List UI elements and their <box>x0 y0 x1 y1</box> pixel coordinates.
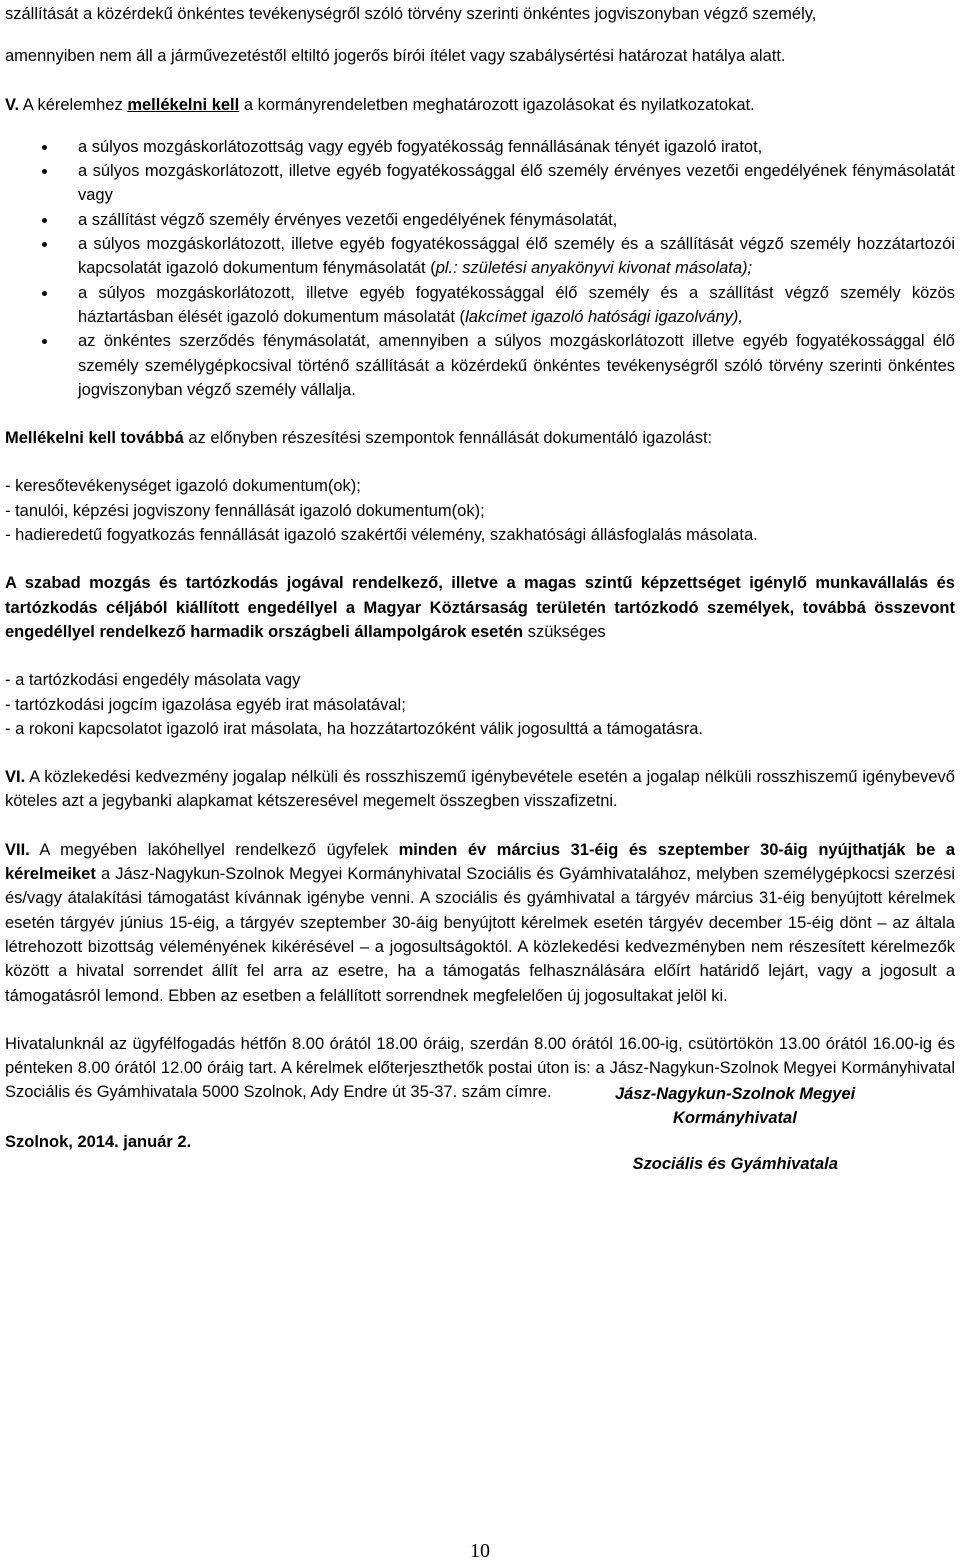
list-item: a súlyos mozgáskorlátozottság vagy egyéb fogyatékosság fennállásának tényét igazoló iratot, <box>5 135 955 159</box>
page-number: 10 <box>470 1540 490 1562</box>
bullet-icon <box>42 291 47 296</box>
bullet-icon <box>42 218 47 223</box>
list-item: - keresőtevékenységet igazoló dokumentum(ok); <box>5 477 361 496</box>
intro-line-2: amennyiben nem áll a járművezetéstől eltiltó jogerős bírói ítélet vagy szabálysértési határozat hatálya alatt. <box>5 47 786 66</box>
list-item: az önkéntes szerződés fénymásolatát, amennyiben a súlyos mozgáskorlátozott illetve egyéb fogyatékossággal élő személy személygépkocsival történő szállítását a közérdekű önkéntes tevékenységről szóló törvény szerinti önkéntes jogviszonyban végző személy vállalja. <box>5 329 955 402</box>
residence-list <box>5 668 955 741</box>
deadline-emphasis: minden év március 31-éig és szeptember 30-áig nyújthatják be a kérelmeiket <box>5 840 955 884</box>
preference-intro: Mellékelni kell továbbá az előnyben részesítési szempontok fennállását dokumentáló igazolást: <box>5 429 713 448</box>
office-hours-paragraph: Hivatalunknál az ügyfélfogadás hétfőn 8.00 órától 18.00 óráig, szerdán 8.00 órától 16.00-ig, csütörtökön 13.00 órától 16.00-ig és pénteken 8.00 órától 12.00 óráig tart. A kérelmek előterjeszthetők postai úton is: a Jász-Nagykun-Szolnok Megyei Kormányhivatal Szociális és Gyámhivatala 5000 Szolnok, Ady Endre út 35-37. szám címre. <box>5 1034 955 1102</box>
list-item: a szállítást végző személy érvényes vezetői engedélyének fénymásolatát, <box>5 208 955 232</box>
bullet-icon <box>42 339 47 344</box>
section-vi: VI. A közlekedési kedvezmény jogalap nélküli és rosszhiszemű igénybevétele esetén a jogalap nélküli rosszhiszemű igénybevevő köteles azt a jegybanki alapkamat kétszeresével megemelt összegben visszafizetni. <box>5 768 955 811</box>
list-item: a súlyos mozgáskorlátozott, illetve egyéb fogyatékossággal élő személy és a szállítását végző személy hozzátartozói kapcsolatát igazoló dokumentum fénymásolatát (pl.: születési anyakönyvi kivonat másolata); <box>5 232 955 281</box>
list-item: - tartózkodási jogcím igazolása egyéb irat másolatával; <box>5 695 406 714</box>
free-movement-paragraph: A szabad mozgás és tartózkodás jogával rendelkező, illetve a magas szintű képzettséget igénylő munkavállalás és tartózkodás céljából kiállított engedéllyel a Magyar Köztársaság területén tartózkodó személyek, továbbá összevont engedéllyel rendelkező harmadik országbeli állampolgárok esetén szükséges <box>5 574 955 641</box>
preference-list <box>5 474 955 547</box>
section-v: V. A kérelemhez mellékelni kell a kormányrendeletben meghatározott igazolásokat és nyilatkozatokat. <box>5 95 755 114</box>
required-documents-list <box>5 135 955 402</box>
list-item: a súlyos mozgáskorlátozott, illetve egyéb fogyatékossággal élő személy érvényes vezetői engedélyének fénymásolatát vagy <box>5 159 955 208</box>
list-item: - tanulói, képzési jogviszony fennállását igazoló dokumentum(ok); <box>5 501 485 520</box>
bullet-icon <box>42 169 47 174</box>
document-page <box>5 0 955 1154</box>
section-v-number: V. <box>5 95 20 114</box>
bullet-icon <box>42 242 47 247</box>
section-v-emphasis: mellékelni kell <box>127 95 240 114</box>
list-item: a súlyos mozgáskorlátozott, illetve egyéb fogyatékossággal élő személy és a szállítást végző személy közös háztartásban élését igazoló dokumentum másolatát (lakcímet igazoló hatósági igazolvány), <box>5 281 955 330</box>
list-item: - a rokoni kapcsolatot igazoló irat másolata, ha hozzátartozóként válik jogosulttá a támogatásra. <box>5 719 703 738</box>
list-item: - a tartózkodási engedély másolata vagy <box>5 671 301 690</box>
section-vii-number: VII. <box>5 840 30 859</box>
bullet-icon <box>42 145 47 150</box>
list-item: - hadieredetű fogyatkozás fennállását igazoló szakértői vélemény, szakhatósági állásfoglalás másolata. <box>5 526 758 545</box>
intro-line-1: szállítását a közérdekű önkéntes tevékenységről szóló törvény szerinti önkéntes jogviszonyban végző személy, <box>5 5 817 23</box>
date-line: Szolnok, 2014. január 2. <box>5 1132 192 1151</box>
section-vii: VII. A megyében lakóhellyel rendelkező ügyfelek minden év március 31-éig és szeptember 30-áig nyújthatják be a kérelmeiket a Jász-Nagykun-Szolnok Megyei Kormányhivatal Szociális és Gyámhivatalához, melyben személygépkocsi szerzési és/vagy átalakítási támogatást kívánnak igénybe venni. A szociális és gyámhivatal a tárgyév március 31-éig benyújtott kérelmek esetén tárgyév június 15-éig, a tárgyév szeptember 30-áig benyújtott kérelmek esetén tárgyév december 15-éig dönt – az általa létrehozott bizottság véleményének kikérésével – a jogosultságoktól. A közlekedési kedvezményben nem részesített kérelmezők között a hivatal sorrendet állít fel arra az esetre, ha a támogatás felhasználására előírt határidő lejárt, vagy a jogosult a támogatásról lemond. Ebben az esetben a felállított sorrendnek megfelelően új jogosultakat jelöl ki. <box>5 840 955 1005</box>
section-vi-number: VI. <box>5 768 26 787</box>
